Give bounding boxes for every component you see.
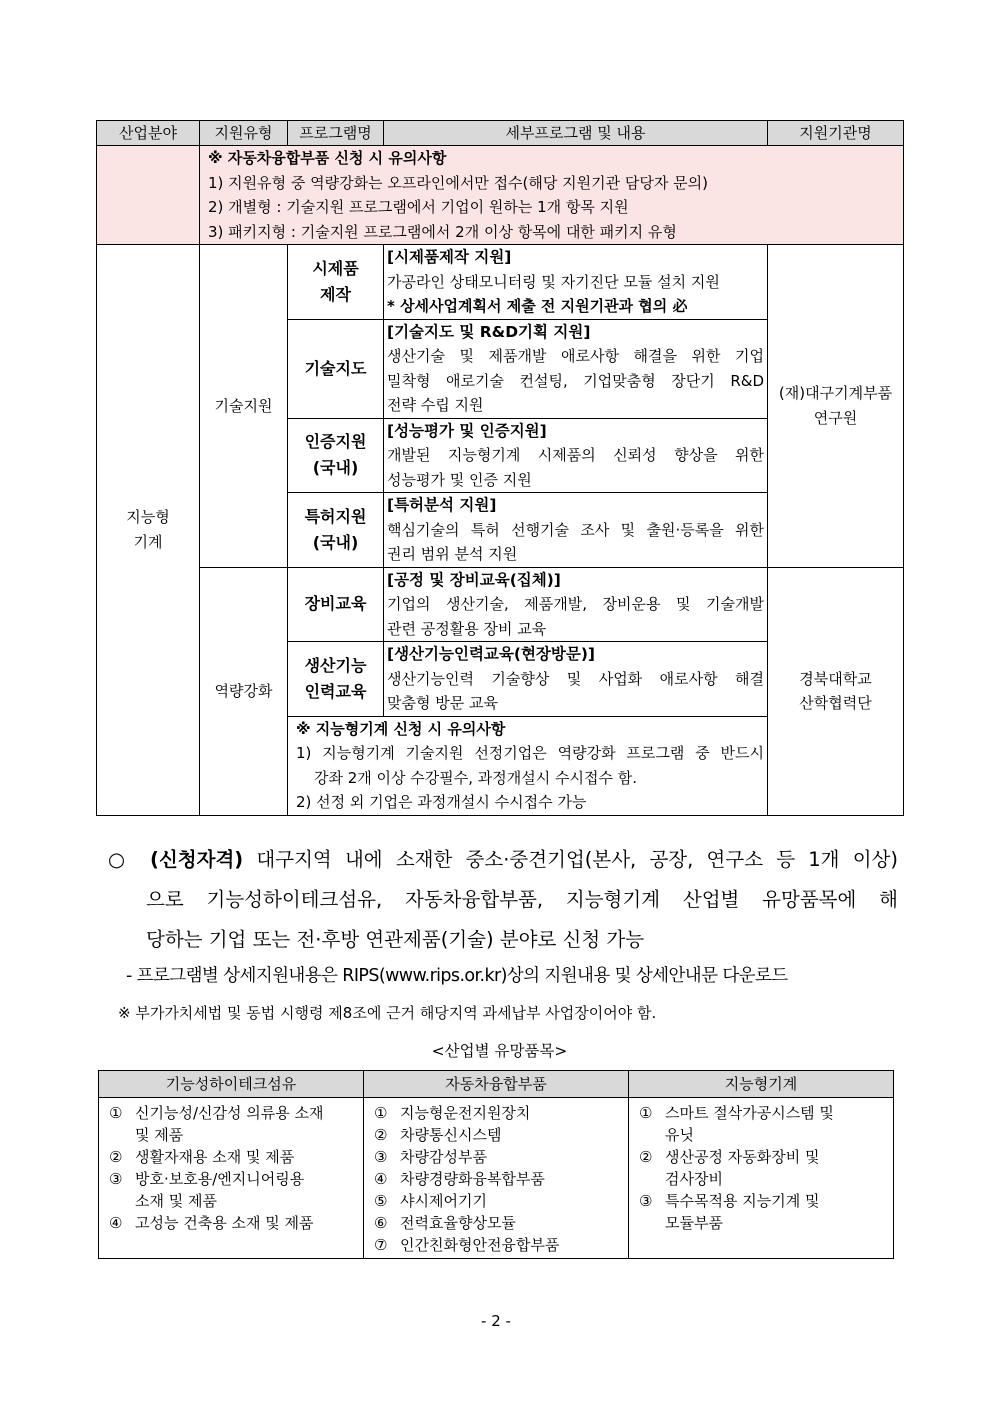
industry-cell (97, 245, 200, 816)
item-line: 유닛 (665, 1126, 694, 1144)
auto-notice-blank (97, 146, 200, 245)
auto-notice-line: 1) 지원유형 중 역량강화는 오프라인에서만 접수(해당 지원기관 담당자 문의) (208, 173, 708, 192)
program-name-equipment-edu: 장비교육 (288, 567, 384, 642)
program-name-line: (국내) (312, 532, 359, 552)
list-item (109, 1168, 355, 1212)
detail-line: 개발된 지능형기계 시제품의 신뢰성 향상을 위한 (387, 446, 764, 464)
program-name-workforce-edu (288, 642, 384, 717)
item-number: ② (374, 1126, 388, 1144)
auto-notice-row (97, 146, 904, 245)
tax-note: ※ 부가가치세법 및 동법 시행령 제8조에 근거 해당지역 과세납부 사업장이어야 함. (118, 1004, 657, 1022)
item-text (665, 1190, 885, 1234)
detail-line: 생산기능인력 기술향상 및 사업화 애로사항 해결 (387, 669, 764, 688)
eligibility-line-3: 당하는 기업 또는 전·후방 연관제품(기술) 분야로 신청 가능 (146, 928, 645, 951)
item-text: 고성능 건축용 소재 및 제품 (135, 1214, 314, 1232)
auto-notice-title: ※ 자동차융합부품 신청 시 유의사항 (208, 149, 447, 167)
item-line: 특수목적용 지능기계 및 (665, 1192, 820, 1210)
list-item (639, 1190, 885, 1234)
detail-title: [특허분석 지원] (387, 496, 497, 514)
bullet: ○ (108, 848, 133, 871)
agency-capacity (768, 567, 904, 815)
agency-line: 연구원 (813, 408, 858, 427)
item-number: ④ (109, 1214, 123, 1232)
item-text (135, 1168, 355, 1212)
auto-notice-line: 3) 패키지형 : 기술지원 프로그램에서 2개 이상 항목에 대한 패키지 유형 (208, 222, 677, 241)
item-text: 차량통신시스템 (400, 1126, 502, 1144)
detail-title: [성능평가 및 인증지원] (387, 421, 547, 440)
list-item (374, 1124, 620, 1146)
item-number: ⑦ (374, 1236, 388, 1254)
item-line: 모듈부품 (665, 1214, 723, 1232)
detail-line: 맞춤형 방문 교육 (387, 694, 498, 712)
item-line: 소재 및 제품 (135, 1192, 217, 1210)
item-line: 스마트 절삭가공시스템 및 (665, 1104, 834, 1122)
agency-tech (768, 245, 904, 568)
list-item (374, 1190, 620, 1212)
detail-line: 핵심기술의 특허 선행기술 조사 및 출원·등록을 위한 (387, 520, 764, 539)
list-item (109, 1146, 355, 1168)
item-text (135, 1102, 355, 1146)
detail-line: 성능평가 및 인증 지원 (387, 470, 532, 489)
item-number: ① (639, 1104, 653, 1122)
list-item (109, 1102, 355, 1146)
list-item (639, 1102, 885, 1146)
item-line: 방호·보호용/엔지니어링용 (135, 1170, 305, 1188)
machine-notice-title: ※ 지능형기계 신청 시 유의사항 (296, 719, 506, 738)
products-body-row (99, 1098, 894, 1259)
detail-title: [생산기능인력교육(현장방문)] (387, 645, 596, 663)
item-number: ② (109, 1148, 123, 1166)
list-item (639, 1146, 885, 1190)
program-name-certification (288, 418, 384, 493)
products-header-textile: 기능성하이테크섬유 (99, 1071, 364, 1098)
header-support-type: 지원유형 (200, 121, 288, 146)
program-detail-equipment-edu (384, 567, 768, 642)
program-detail-patent (384, 493, 768, 568)
list-item (374, 1102, 620, 1124)
detail-title: [공정 및 장비교육(집체)] (387, 570, 561, 589)
detail-line: 전략 수립 지원 (387, 396, 484, 414)
program-row-prototype (97, 245, 904, 320)
table-header-row (97, 121, 904, 146)
item-text (665, 1102, 885, 1146)
machine-notice-line: 1) 지능형기계 기술지원 선정기업은 역량강화 프로그램 중 반드시 (296, 744, 764, 762)
products-col-machine (629, 1098, 894, 1259)
detail-line: 관련 공정활용 장비 교육 (387, 619, 547, 638)
program-name-line: 생산기능 (304, 655, 367, 675)
detail-line: 밀착형 애로기술 컨설팅, 기업맞춤형 장단기 R&D (387, 371, 764, 390)
program-name-line: 시제품 (312, 258, 359, 278)
header-program-name: 프로그램명 (288, 121, 384, 146)
eligibility-paragraph (108, 840, 898, 960)
program-detail-prototype (384, 245, 768, 320)
products-header-machine: 지능형기계 (629, 1071, 894, 1098)
item-text (665, 1146, 885, 1190)
machine-notice-line: 2) 선정 외 기업은 과정개설시 수시접수 가능 (296, 793, 587, 811)
rips-download-note: - 프로그램별 상세지원내용은 RIPS(www.rips.or.kr)상의 지원내용 및 상세안내문 다운로드 (126, 966, 788, 986)
eligibility-text: 대구지역 내에 소재한 중소·중견기업(본사, 공장, 연구소 등 1개 이상) (256, 848, 899, 871)
program-name-line: (국내) (312, 458, 359, 478)
auto-notice-line: 2) 개별형 : 기술지원 프로그램에서 기업이 원하는 1개 항목 지원 (208, 198, 629, 216)
program-name-line: 인력교육 (304, 681, 367, 701)
products-col-textile (99, 1098, 364, 1259)
item-text: 샤시제어기기 (400, 1192, 487, 1210)
products-header-row (99, 1071, 894, 1098)
program-name-line: 제작 (320, 284, 351, 304)
program-detail-tech-guidance (384, 319, 768, 418)
item-number: ⑥ (374, 1214, 388, 1232)
item-line: 및 제품 (135, 1126, 184, 1144)
support-type-tech: 기술지원 (200, 245, 288, 568)
eligibility-label: (신청자격) (150, 848, 244, 871)
program-row-equipment-edu (97, 567, 904, 642)
industry-line: 지능형 (126, 508, 170, 527)
item-line: 생산공정 자동화장비 및 (665, 1148, 820, 1166)
support-type-capacity: 역량강화 (200, 567, 288, 815)
item-number: ③ (374, 1148, 388, 1166)
auto-notice-cell (200, 146, 904, 245)
industry-line: 기계 (133, 532, 163, 551)
agency-line: 산학협력단 (799, 694, 872, 712)
program-name-prototype (288, 245, 384, 320)
program-name-patent (288, 493, 384, 568)
item-line: 신기능성/신감성 의류용 소재 (135, 1104, 324, 1122)
item-text: 지능형운전지원장치 (400, 1104, 531, 1122)
detail-extra: * 상세사업계획서 제출 전 지원기관과 협의 必 (387, 297, 688, 315)
header-industry: 산업분야 (97, 121, 200, 146)
detail-line: 생산기술 및 제품개발 애로사항 해결을 위한 기업 (387, 347, 764, 365)
item-text: 차량경량화융복합부품 (400, 1170, 545, 1188)
list-item (374, 1212, 620, 1234)
list-item (374, 1168, 620, 1190)
list-item (374, 1146, 620, 1168)
item-number: ③ (639, 1192, 653, 1210)
item-text: 차량감성부품 (400, 1148, 487, 1166)
machine-notice-line: 강좌 2개 이상 수강필수, 과정개설시 수시접수 함. (314, 768, 637, 787)
products-caption: <산업별 유망품목> (431, 1042, 568, 1060)
item-text: 인간친화형안전융합부품 (400, 1236, 560, 1254)
detail-line: 가공라인 상태모니터링 및 자기진단 모듈 설치 지원 (387, 272, 720, 291)
list-item (109, 1212, 355, 1234)
header-detail: 세부프로그램 및 내용 (384, 121, 768, 146)
support-program-table (96, 120, 904, 816)
header-agency: 지원기관명 (768, 121, 904, 146)
products-table (98, 1070, 894, 1259)
item-text: 생활자재용 소재 및 제품 (135, 1148, 295, 1166)
agency-line: 경북대학교 (799, 669, 872, 688)
item-number: ② (639, 1148, 653, 1166)
agency-line: (재)대구기계부품 (778, 384, 893, 403)
detail-line: 권리 범위 분석 지원 (387, 545, 518, 563)
item-number: ⑤ (374, 1192, 388, 1210)
products-header-auto: 자동차융합부품 (364, 1071, 629, 1098)
item-number: ① (374, 1104, 388, 1122)
item-line: 검사장비 (665, 1170, 723, 1188)
item-number: ① (109, 1104, 123, 1122)
eligibility-line-1 (108, 840, 898, 880)
item-number: ③ (109, 1170, 123, 1188)
item-text: 전력효율향상모듈 (400, 1214, 516, 1232)
page-number: - 2 - (481, 1312, 511, 1330)
program-name-line: 인증지원 (304, 432, 367, 452)
program-detail-certification (384, 418, 768, 493)
detail-line: 기업의 생산기술, 제품개발, 장비운용 및 기술개발 (387, 595, 764, 613)
list-item (374, 1234, 620, 1256)
products-col-auto (364, 1098, 629, 1259)
program-detail-workforce-edu (384, 642, 768, 717)
program-name-tech-guidance: 기술지도 (288, 319, 384, 418)
item-number: ④ (374, 1170, 388, 1188)
detail-title: [시제품제작 지원] (387, 248, 512, 266)
program-name-line: 특허지원 (304, 506, 367, 526)
eligibility-line-2: 으로 기능성하이테크섬유, 자동차융합부품, 지능형기계 산업별 유망품목에 해 (146, 888, 898, 911)
detail-title: [기술지도 및 R&D기획 지원] (387, 322, 591, 341)
machine-notice-cell (288, 716, 768, 815)
